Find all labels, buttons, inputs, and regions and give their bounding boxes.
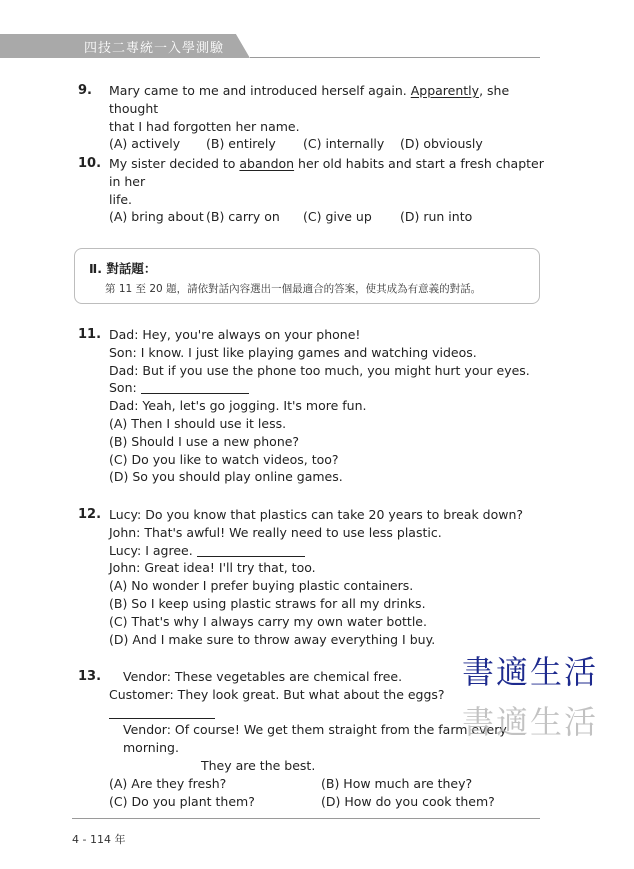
option-d: (D) obviously <box>400 136 483 152</box>
section-title: Ⅱ. 對話題： <box>89 261 157 276</box>
option-d: (D) How do you cook them? <box>321 793 495 809</box>
header-title: 四技二專統一入學測驗 <box>84 41 225 56</box>
dialogue-line-blank: Customer: They look great. But what about the eggs? <box>109 686 549 722</box>
answer-blank <box>109 705 215 719</box>
answer-blank <box>197 543 305 557</box>
option-c: (C) internally <box>303 136 385 152</box>
question-number: 9. <box>78 83 92 98</box>
question-stem: Mary came to me and introduced herself again. Apparently, she thought <box>109 83 510 116</box>
dialogue-line: Son: I know. I just like playing games and watching videos. <box>109 344 477 360</box>
option-a: (A) Are they fresh? <box>109 775 227 791</box>
question-number: 11. <box>78 327 102 342</box>
dialogue-line: John: Great idea! I'll try that, too. <box>109 560 316 576</box>
option-b: (B) carry on <box>206 209 280 225</box>
watermark-blue: 書適生活 <box>462 653 599 691</box>
dialogue-line: Vendor: Of course! We get them straight from the farm every morning. <box>123 722 507 756</box>
question-stem-cont: that I had forgotten her name. <box>109 118 300 134</box>
dialogue-line-blank: Son: <box>109 379 549 397</box>
option-b: (B) How much are they? <box>321 775 473 791</box>
dialogue-line: They are the best. <box>201 757 316 773</box>
option-b: (B) Should I use a new phone? <box>109 433 300 449</box>
option-b: (B) So I keep using plastic straws for all my drinks. <box>109 595 426 611</box>
watermark-gray: 書適生活 <box>462 703 599 741</box>
question-number: 10. <box>78 156 102 171</box>
dialogue-line: Vendor: These vegetables are chemical free. <box>123 669 403 684</box>
option-c: (C) Do you like to watch videos, too? <box>109 451 339 467</box>
answer-blank <box>141 380 249 394</box>
question-number: 13. <box>78 669 102 684</box>
underlined-word: Apparently <box>410 83 480 98</box>
option-d: (D) So you should play online games. <box>109 469 343 485</box>
option-d: (D) And I make sure to throw away everything I buy. <box>109 631 436 647</box>
header-rule <box>250 57 540 58</box>
option-c: (C) That's why I always carry my own water bottle. <box>109 613 427 629</box>
dialogue-line: Dad: But if you use the phone too much, you might hurt your eyes. <box>109 362 530 378</box>
options-row <box>109 135 549 153</box>
options-row <box>109 208 549 226</box>
option-a: (A) actively <box>109 136 181 152</box>
footer-rule <box>72 818 540 819</box>
page-number: 4 - 114 年 <box>72 833 126 846</box>
option-b: (B) entirely <box>206 136 276 152</box>
option-d: (D) run into <box>400 209 473 225</box>
dialogue-line: Lucy: Do you know that plastics can take 20 years to break down? <box>109 507 524 522</box>
question-stem: My sister decided to abandon her old habits and start a fresh chapter in her <box>109 156 544 189</box>
section-description: 第 11 至 20 題，請依對話內容選出一個最適合的答案，使其成為有意義的對話。 <box>105 283 482 295</box>
underlined-word: abandon <box>239 156 295 171</box>
option-a: (A) No wonder I prefer buying plastic containers. <box>109 578 414 594</box>
option-c: (C) give up <box>303 209 372 225</box>
dialogue-line: Dad: Yeah, let's go jogging. It's more fun. <box>109 398 367 414</box>
options-row <box>109 793 549 811</box>
options-row <box>109 775 549 793</box>
section-instructions-box <box>74 248 540 304</box>
question-stem-cont: life. <box>109 191 133 207</box>
option-a: (A) bring about <box>109 209 204 225</box>
option-a: (A) Then I should use it less. <box>109 415 287 431</box>
question-number: 12. <box>78 507 102 522</box>
option-c: (C) Do you plant them? <box>109 793 255 809</box>
dialogue-line-blank: Lucy: I agree. <box>109 542 549 560</box>
dialogue-line: Dad: Hey, you're always on your phone! <box>109 327 361 342</box>
dialogue-line: John: That's awful! We really need to use less plastic. <box>109 524 442 540</box>
